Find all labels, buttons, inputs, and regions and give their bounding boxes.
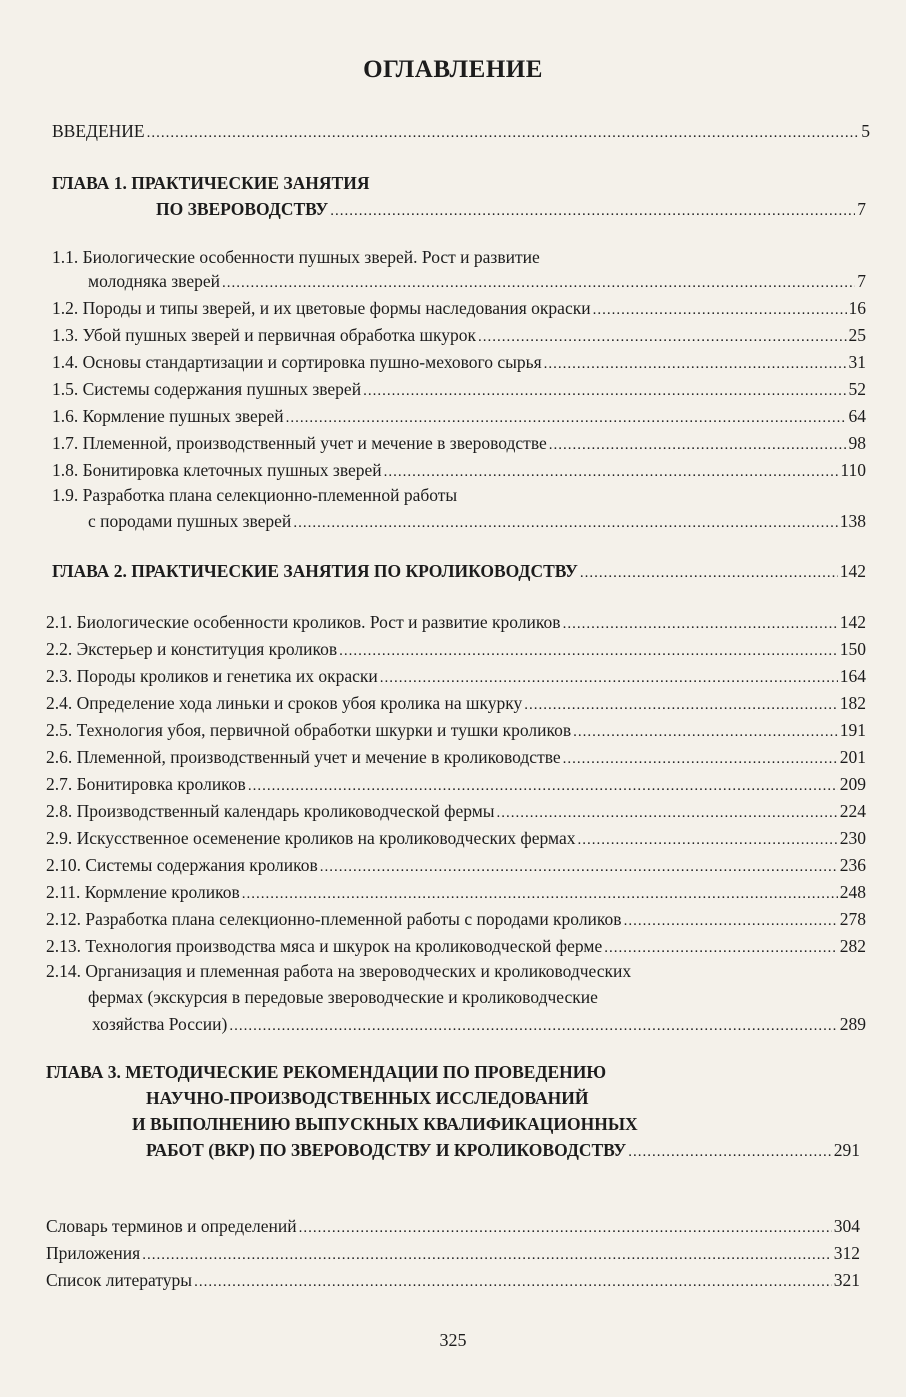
toc-entry-label: молодняка зверей bbox=[88, 271, 220, 291]
toc-entry-page: 164 bbox=[839, 666, 866, 686]
toc-entry-2-6 bbox=[46, 746, 866, 770]
leader-dots bbox=[248, 775, 838, 797]
toc-entry-2-8 bbox=[46, 800, 866, 824]
leader-dots bbox=[229, 1015, 837, 1037]
toc-entry-page: 7 bbox=[857, 199, 866, 219]
toc-entry-chapter1 bbox=[156, 198, 866, 222]
toc-entry-2-4 bbox=[46, 692, 866, 716]
toc-entry-label: хозяйства России) bbox=[92, 1014, 228, 1034]
toc-entry-label: 1.5. Системы содержания пушных зверей bbox=[52, 379, 362, 399]
toc-entry-label: Словарь терминов и определений bbox=[46, 1216, 297, 1236]
chapter3-heading-line1: ГЛАВА 3. МЕТОДИЧЕСКИЕ РЕКОМЕНДАЦИИ ПО ПРОВЕДЕНИЮ bbox=[46, 1062, 607, 1082]
toc-entry-label: 1.7. Племенной, производственный учет и мечение в звероводстве bbox=[52, 433, 547, 453]
toc-entry-1-2 bbox=[52, 297, 866, 321]
toc-entry-label: 2.2. Экстерьер и конституция кроликов bbox=[46, 639, 338, 659]
toc-entry-page: 142 bbox=[839, 561, 866, 581]
toc-entry-2-14 bbox=[92, 1013, 866, 1037]
toc-entry-page: 5 bbox=[861, 121, 870, 141]
toc-entry-page: 31 bbox=[848, 352, 866, 372]
toc-entry-2-13 bbox=[46, 935, 866, 959]
toc-entry-2-1 bbox=[46, 611, 866, 635]
toc-entry-label: 2.7. Бонитировка кроликов bbox=[46, 774, 246, 794]
toc-entry-label: Список литературы bbox=[46, 1270, 193, 1290]
toc-entry-label: 2.8. Производственный календарь кролиководческой фермы bbox=[46, 801, 495, 821]
toc-entry-page: 182 bbox=[839, 693, 866, 713]
toc-entry-2-14-line1: 2.14. Организация и племенная работа на звероводческих и кролиководческих bbox=[46, 961, 632, 981]
leader-dots bbox=[604, 937, 838, 959]
leader-dots bbox=[624, 910, 838, 932]
leader-dots bbox=[563, 748, 838, 770]
leader-dots bbox=[380, 667, 838, 689]
toc-entry-1-8 bbox=[52, 459, 866, 483]
toc-entry-2-9 bbox=[46, 827, 866, 851]
leader-dots bbox=[384, 461, 839, 483]
toc-entry-page: 304 bbox=[833, 1216, 860, 1236]
toc-entry-label: 1.3. Убой пушных зверей и первичная обработка шкурок bbox=[52, 325, 476, 345]
toc-entry-1-9-line1: 1.9. Разработка плана селекционно-племенной работы bbox=[52, 485, 458, 505]
toc-entry-2-7 bbox=[46, 773, 866, 797]
chapter3-heading-line4: РАБОТ (ВКР) ПО ЗВЕРОВОДСТВУ И КРОЛИКОВОДСТВУ bbox=[146, 1140, 627, 1160]
chapter2-heading: ГЛАВА 2. ПРАКТИЧЕСКИЕ ЗАНЯТИЯ ПО КРОЛИКОВОДСТВУ bbox=[52, 561, 578, 581]
leader-dots bbox=[563, 613, 838, 635]
leader-dots bbox=[497, 802, 838, 824]
leader-dots bbox=[578, 829, 838, 851]
leader-dots bbox=[524, 694, 837, 716]
toc-entry-page: 282 bbox=[839, 936, 866, 956]
toc-entry-page: 138 bbox=[839, 511, 866, 531]
leader-dots bbox=[573, 721, 838, 743]
toc-entry-label: Приложения bbox=[46, 1243, 141, 1263]
leader-dots bbox=[363, 380, 846, 402]
leader-dots bbox=[330, 200, 855, 222]
toc-entry-2-10 bbox=[46, 854, 866, 878]
chapter1-heading-line1: ГЛАВА 1. ПРАКТИЧЕСКИЕ ЗАНЯТИЯ bbox=[52, 173, 370, 193]
toc-entry-label: 2.3. Породы кроликов и генетика их окраски bbox=[46, 666, 378, 686]
page-title: ОГЛАВЛЕНИЕ bbox=[363, 56, 543, 83]
chapter3-heading-line2: НАУЧНО-ПРОИЗВОДСТВЕННЫХ ИССЛЕДОВАНИЙ bbox=[146, 1088, 589, 1108]
toc-entry-2-5 bbox=[46, 719, 866, 743]
toc-entry-label: 2.1. Биологические особенности кроликов. Рост и развитие кроликов bbox=[46, 612, 561, 632]
toc-entry-page: 278 bbox=[839, 909, 866, 929]
toc-entry-page: 209 bbox=[839, 774, 866, 794]
toc-entry-2-3 bbox=[46, 665, 866, 689]
toc-entry-label: 1.8. Бонитировка клеточных пушных зверей bbox=[52, 460, 382, 480]
toc-entry-page: 248 bbox=[839, 882, 866, 902]
toc-entry-label: 2.12. Разработка плана селекционно-племенной работы с породами кроликов bbox=[46, 909, 622, 929]
toc-entry-1-1 bbox=[88, 270, 866, 294]
leader-dots bbox=[222, 272, 855, 294]
toc-entry-1-7 bbox=[52, 432, 866, 456]
toc-entry-page: 321 bbox=[833, 1270, 860, 1290]
toc-entry-page: 16 bbox=[848, 298, 866, 318]
toc-entry-2-11 bbox=[46, 881, 866, 905]
toc-entry-label: 1.2. Породы и типы зверей, и их цветовые формы наследования окраски bbox=[52, 298, 591, 318]
chapter3-heading-line3: И ВЫПОЛНЕНИЮ ВЫПУСКНЫХ КВАЛИФИКАЦИОННЫХ bbox=[132, 1114, 638, 1134]
toc-entry-intro bbox=[52, 120, 870, 144]
toc-entry-page: 150 bbox=[839, 639, 866, 659]
toc-entry-1-5 bbox=[52, 378, 866, 402]
toc-entry-2-12 bbox=[46, 908, 866, 932]
leader-dots bbox=[293, 512, 837, 534]
leader-dots bbox=[593, 299, 847, 321]
toc-entry-appendices bbox=[46, 1242, 860, 1266]
toc-entry-label: 1.6. Кормление пушных зверей bbox=[52, 406, 284, 426]
leader-dots bbox=[544, 353, 847, 375]
toc-entry-label: 1.4. Основы стандартизации и сортировка пушно-мехового сырья bbox=[52, 352, 542, 372]
leader-dots bbox=[299, 1217, 832, 1239]
toc-entry-page: 312 bbox=[833, 1243, 860, 1263]
toc-entry-page: 291 bbox=[833, 1140, 860, 1160]
toc-entry-label: 2.11. Кормление кроликов bbox=[46, 882, 240, 902]
toc-entry-page: 7 bbox=[857, 271, 866, 291]
toc-entry-references bbox=[46, 1269, 860, 1293]
toc-entry-page: 236 bbox=[839, 855, 866, 875]
toc-entry-page: 142 bbox=[839, 612, 866, 632]
toc-entry-page: 191 bbox=[839, 720, 866, 740]
page-number: 325 bbox=[439, 1330, 467, 1350]
toc-entry-1-9 bbox=[88, 510, 866, 534]
toc-entry-label: с породами пушных зверей bbox=[88, 511, 292, 531]
toc-entry-label: ВВЕДЕНИЕ bbox=[52, 121, 145, 141]
toc-entry-label: 2.9. Искусственное осеменение кроликов на кролиководческих фермах bbox=[46, 828, 576, 848]
toc-entry-1-6 bbox=[52, 405, 866, 429]
leader-dots bbox=[628, 1141, 831, 1163]
toc-entry-label: 2.4. Определение хода линьки и сроков убоя кролика на шкурку bbox=[46, 693, 523, 713]
toc-entry-2-2 bbox=[46, 638, 866, 662]
leader-dots bbox=[478, 326, 847, 348]
toc-entry-1-1-line1: 1.1. Биологические особенности пушных зверей. Рост и развитие bbox=[52, 247, 540, 267]
leader-dots bbox=[242, 883, 838, 905]
leader-dots bbox=[147, 122, 860, 144]
leader-dots bbox=[549, 434, 847, 456]
toc-entry-page: 201 bbox=[839, 747, 866, 767]
chapter1-heading-line2: ПО ЗВЕРОВОДСТВУ bbox=[156, 199, 329, 219]
toc-entry-page: 230 bbox=[839, 828, 866, 848]
toc-entry-glossary bbox=[46, 1215, 860, 1239]
leader-dots bbox=[320, 856, 838, 878]
leader-dots bbox=[142, 1244, 832, 1266]
toc-entry-page: 110 bbox=[840, 460, 866, 480]
leader-dots bbox=[339, 640, 838, 662]
toc-entry-page: 64 bbox=[848, 406, 866, 426]
toc-entry-label: 2.6. Племенной, производственный учет и мечение в кролиководстве bbox=[46, 747, 561, 767]
toc-entry-1-4 bbox=[52, 351, 866, 375]
toc-entry-chapter3 bbox=[146, 1139, 860, 1163]
toc-entry-label: 2.10. Системы содержания кроликов bbox=[46, 855, 318, 875]
toc-entry-page: 224 bbox=[839, 801, 866, 821]
toc-entry-page: 52 bbox=[848, 379, 866, 399]
toc-entry-page: 289 bbox=[839, 1014, 866, 1034]
leader-dots bbox=[194, 1271, 832, 1293]
toc-entry-chapter2 bbox=[52, 560, 866, 584]
toc-entry-label: 2.5. Технология убоя, первичной обработки шкурки и тушки кроликов bbox=[46, 720, 572, 740]
toc-entry-1-3 bbox=[52, 324, 866, 348]
leader-dots bbox=[580, 562, 838, 584]
toc-entry-label: 2.13. Технология производства мяса и шкурок на кролиководческой ферме bbox=[46, 936, 603, 956]
toc-entry-2-14-line2: фермах (экскурсия в передовые звероводческие и кролиководческие bbox=[88, 987, 598, 1007]
toc-entry-page: 98 bbox=[848, 433, 866, 453]
leader-dots bbox=[286, 407, 847, 429]
toc-entry-page: 25 bbox=[848, 325, 866, 345]
